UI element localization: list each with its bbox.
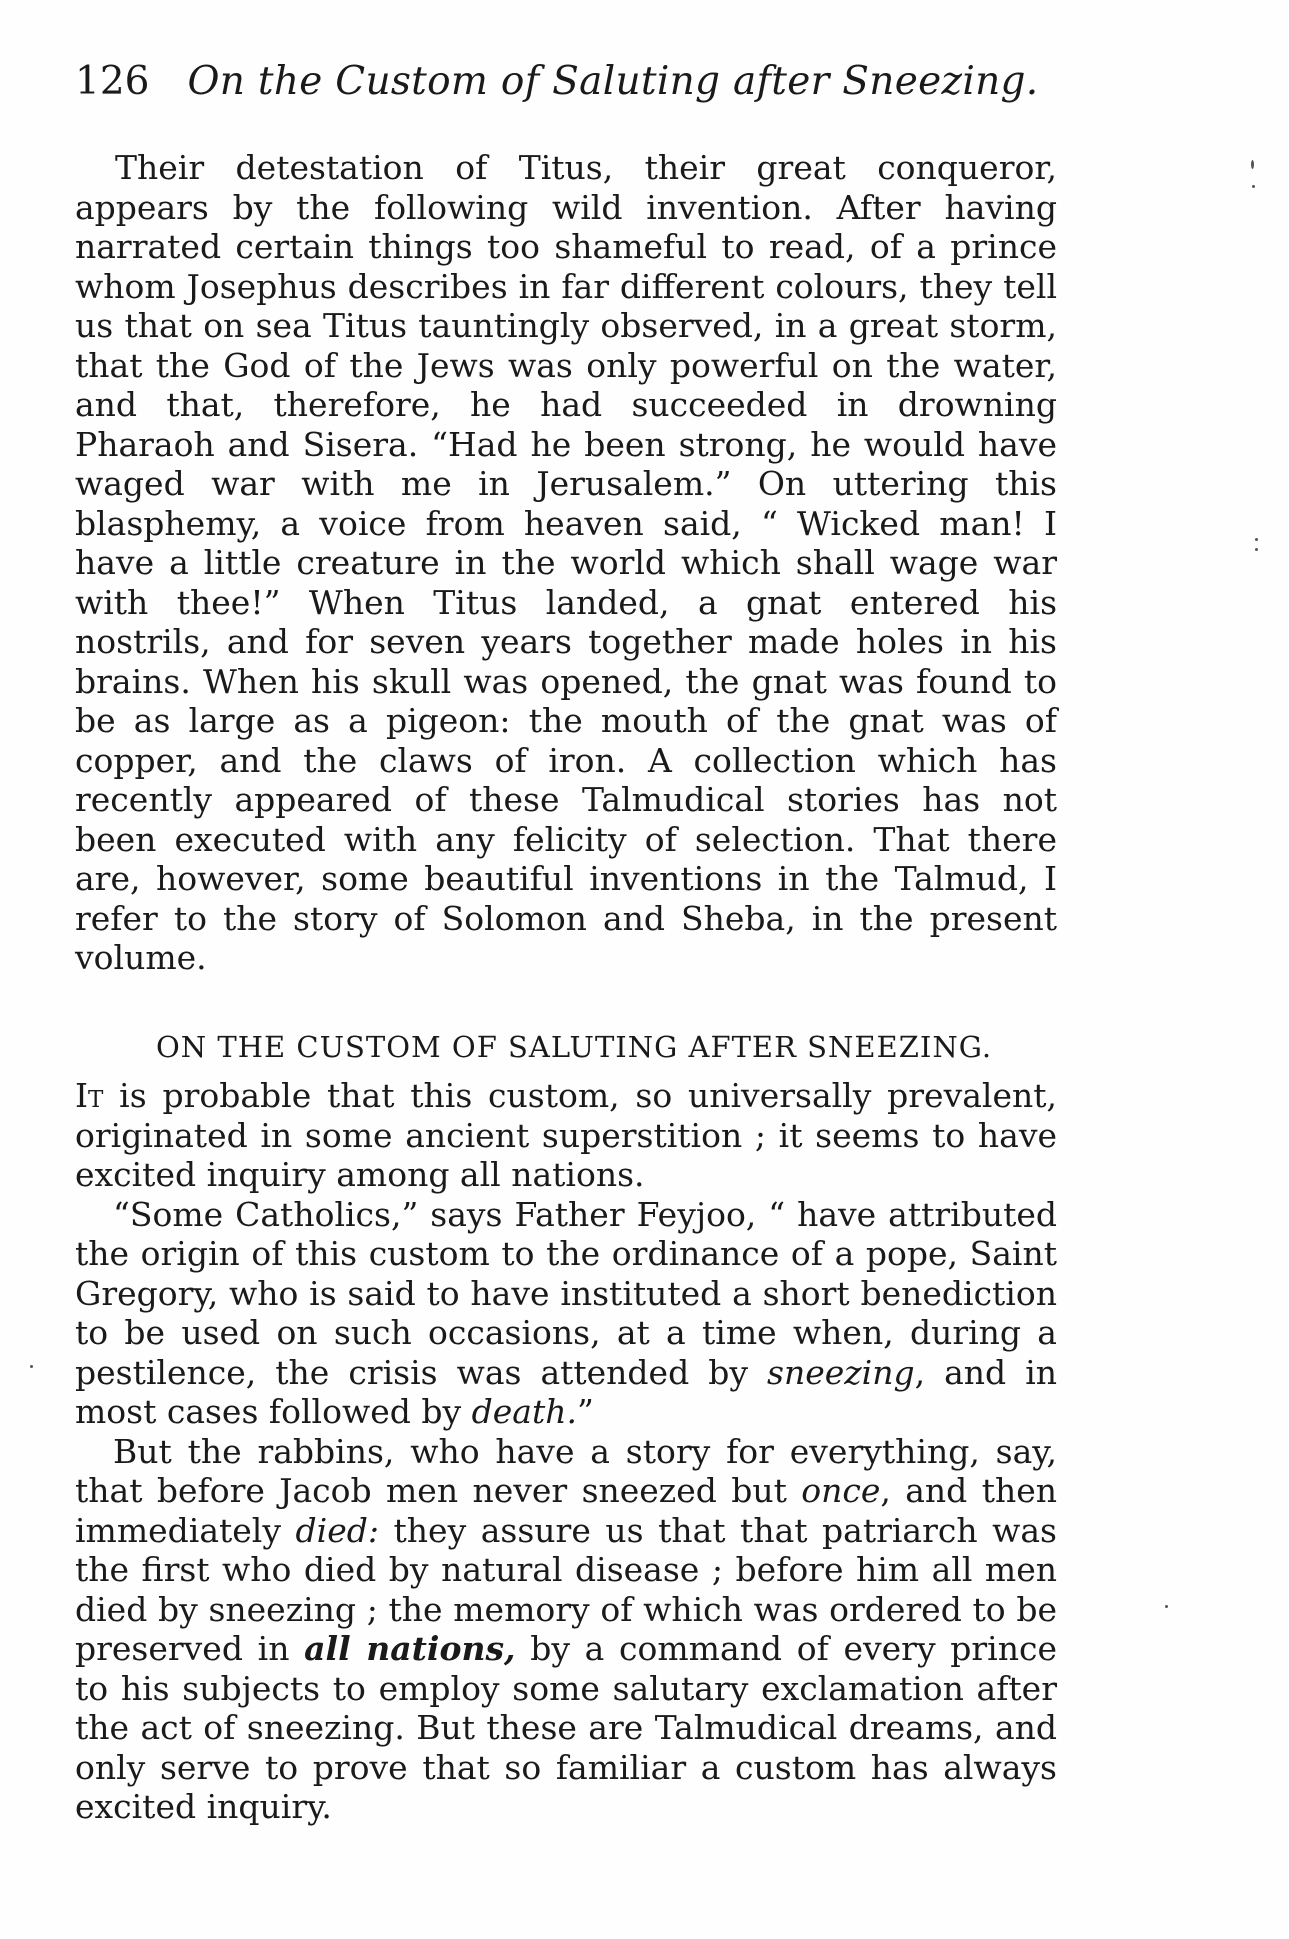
italic-term: all nations, xyxy=(304,1629,516,1668)
paragraph xyxy=(75,148,1057,978)
titus-passage xyxy=(75,148,1057,978)
section-heading: ON THE CUSTOM OF SALUTING AFTER SNEEZING. xyxy=(156,1030,993,1064)
italic-term: sneezing xyxy=(767,1352,915,1392)
paragraph-text: “Some Catholics,” says Father Feyjoo, “ have attributed the origin of this custom to the ordinance of a pope, Saint Gregory, who is said to have instituted a short benediction to be used on such occasions, at a time when, during a pestilence, the crisis was attended by xyxy=(75,1194,1057,1392)
paragraph xyxy=(75,1076,1057,1195)
paragraph-text: , and in most cases followed by xyxy=(75,1352,1057,1431)
page-number: 126 xyxy=(75,59,150,104)
running-head xyxy=(75,58,1075,106)
paragraph-text: ” xyxy=(576,1392,594,1431)
italic-term: death. xyxy=(471,1392,577,1431)
opening-word: It xyxy=(75,1076,104,1115)
italic-term: died: xyxy=(295,1510,379,1550)
scan-speck xyxy=(1165,1605,1168,1608)
paragraph-text: , and then immediately xyxy=(75,1471,1057,1550)
paragraph xyxy=(75,1195,1057,1432)
paragraph-text: by a command of every prince to his subjects to employ some salutary exclamation after the act of sneezing. But these are Talmudical dreams, and only serve to prove that so familiar a custom has always excited inquiry. xyxy=(75,1629,1057,1826)
italic-term: once xyxy=(801,1471,881,1510)
scan-speck xyxy=(1255,538,1258,541)
running-title: On the Custom of Saluting after Sneezing. xyxy=(187,59,1039,104)
paragraph xyxy=(75,1432,1057,1827)
scan-speck xyxy=(30,1365,33,1368)
paragraph-text: they assure us that that patriarch was the first who died by natural disease ; before him all men died by sneezing ; the memory of which was ordered to be preserved in xyxy=(75,1510,1057,1668)
paragraph-text: Their detestation of Titus, their great conqueror, appears by the following wild invention. After having narrated certain things too shameful to read, of a prince whom Josephus describes in far different colours, they tell us that on sea Titus tauntingly observed, in a great storm, that the God of the Jews was only powerful on the water, and that, therefore, he had succeeded in drowning Pharaoh and Sisera. “Had he been strong, he would have waged war with me in Jerusalem.” On uttering this blasphemy, a voice from heaven said, “ Wicked man! I have a little creature in the world which shall wage war with thee!” When Titus landed, a gnat entered his nostrils, and for seven years together made holes in his brains. When his skull was opened, the gnat was found to be as large as a pigeon: the mouth of the gnat was of copper, and the claws of iron. A collection which has recently appeared of these Talmudical stories has not been executed with any felicity of selection. That there are, however, some beautiful inventions in the Talmud, I refer to the story of Solomon and Sheba, in the present volume. xyxy=(75,148,1057,977)
scan-speck xyxy=(1252,185,1255,188)
scan-speck xyxy=(1251,160,1254,169)
sneezing-essay xyxy=(75,1076,1057,1827)
paragraph-text: is probable that this custom, so universally prevalent, originated in some ancient superstition ; it seems to have excited inquiry among all nations. xyxy=(75,1076,1057,1194)
paragraph-text: But the rabbins, who have a story for everything, say, that before Jacob men never sneezed but xyxy=(75,1431,1057,1510)
scan-speck xyxy=(1255,548,1258,551)
